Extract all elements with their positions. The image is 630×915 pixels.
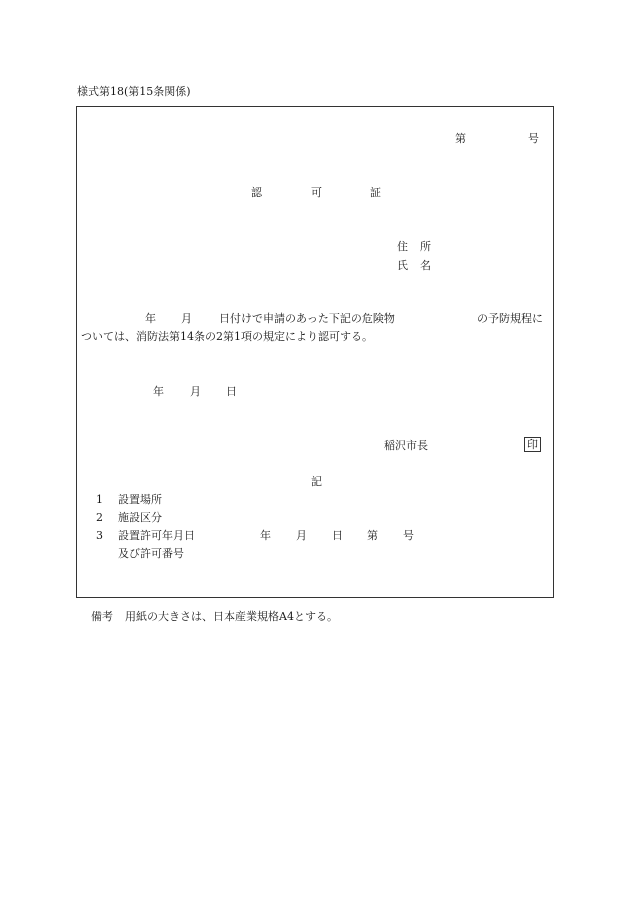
- item-2-label: 施設区分: [118, 511, 162, 524]
- number-suffix: 号: [528, 132, 539, 145]
- address-label-1: 住: [397, 240, 408, 253]
- item-1-label: 設置場所: [118, 493, 162, 506]
- footnote-text: 用紙の大きさは、日本産業規格A4とする。: [125, 610, 338, 623]
- item-3-number: 3: [96, 529, 103, 542]
- body-tail: の予防規程に: [477, 312, 543, 325]
- title-char-1: 認: [251, 186, 262, 199]
- item-1-number: 1: [96, 493, 103, 506]
- body-month: 月: [181, 312, 192, 325]
- address-label-2: 所: [420, 240, 431, 253]
- item-2-number: 2: [96, 511, 103, 524]
- certificate-form: [76, 106, 554, 598]
- seal-mark: 印: [524, 437, 541, 452]
- item-3-day: 日: [332, 529, 343, 542]
- name-label-1: 氏: [397, 259, 408, 272]
- footnote-label: 備考: [91, 610, 113, 623]
- body-day-text: 日付けで申請のあった下記の危険物: [219, 312, 395, 325]
- title-char-3: 証: [370, 186, 381, 199]
- records-heading: 記: [311, 475, 322, 488]
- date-month: 月: [190, 385, 201, 398]
- date-day: 日: [226, 385, 237, 398]
- item-3-go: 号: [403, 529, 414, 542]
- item-3-label: 設置許可年月日: [118, 529, 195, 542]
- issuer-title: 稲沢市長: [384, 439, 428, 452]
- number-prefix: 第: [455, 132, 466, 145]
- item-3-year: 年: [260, 529, 271, 542]
- item-3-month: 月: [296, 529, 307, 542]
- date-year: 年: [153, 385, 164, 398]
- name-label-2: 名: [420, 259, 431, 272]
- body-line-2: ついては、消防法第14条の2第1項の規定により認可する。: [81, 330, 373, 343]
- title-char-2: 可: [311, 186, 322, 199]
- body-year: 年: [145, 312, 156, 325]
- item-3-dai: 第: [367, 529, 378, 542]
- form-label: 様式第18(第15条関係): [77, 85, 191, 98]
- item-3-label-line-2: 及び許可番号: [118, 547, 184, 560]
